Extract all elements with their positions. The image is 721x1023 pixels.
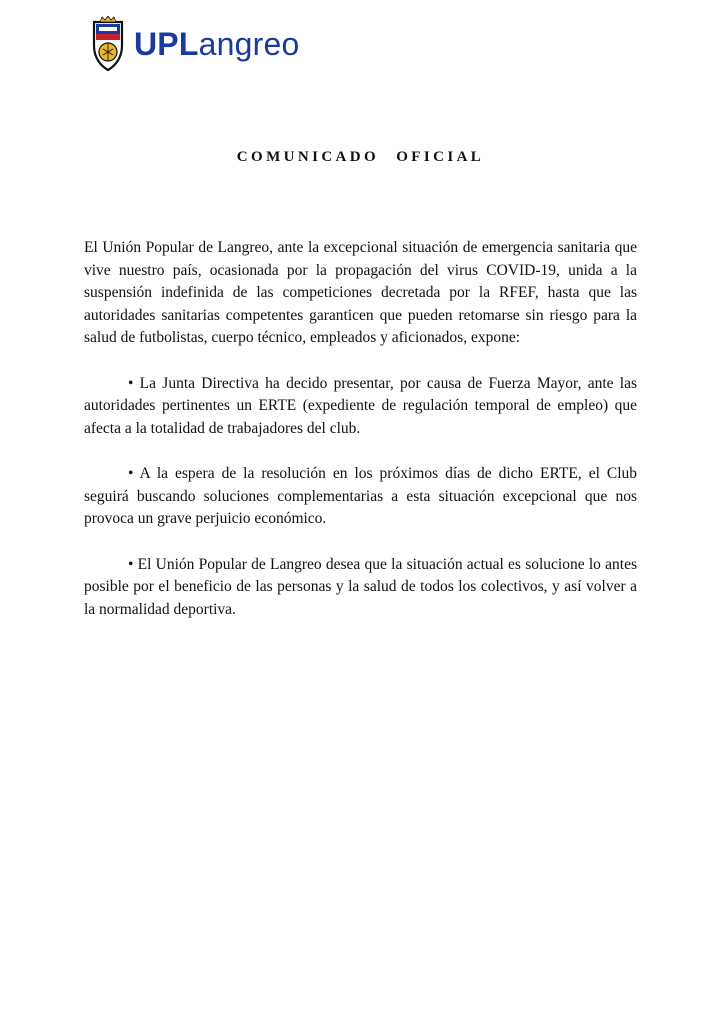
point-paragraph-erte: • La Junta Directiva ha decido presentar, por causa de Fuerza Mayor, ante las autoridades pertinentes un ERTE (expediente de regulación temporal de empleo) que afecta a la totalidad de trabajadores del club. bbox=[84, 374, 637, 437]
document-body bbox=[84, 237, 637, 644]
brand-light: angreo bbox=[198, 26, 300, 62]
club-crest-icon bbox=[90, 16, 126, 72]
point-paragraph-wish: • El Unión Popular de Langreo desea que la situación actual es solucione lo antes posible por el beneficio de las personas y la salud de todos los colectivos, y así volver a la normalidad deportiva. bbox=[84, 555, 637, 618]
club-logo bbox=[90, 14, 299, 74]
point-paragraph-solutions: • A la espera de la resolución en los próximos días de dicho ERTE, el Club seguirá buscando soluciones complementarias a esta situación excepcional que nos provoca un grave perjuicio económico. bbox=[84, 465, 637, 527]
brand-wordmark bbox=[134, 28, 299, 60]
document-title: COMUNICADO OFICIAL bbox=[236, 149, 485, 165]
brand-bold: UPL bbox=[134, 26, 199, 62]
intro-paragraph: El Unión Popular de Langreo, ante la excepcional situación de emergencia sanitaria que vive nuestro país, ocasionada por la propagación del virus COVID-19, unida a la suspensión indefinida de las competiciones decretada por la RFEF, hasta que las autoridades sanitarias competentes garanticen que pueden retomarse sin riesgo para la salud de futbolistas, cuerpo técnico, empleados y aficionados, expone: bbox=[84, 239, 637, 346]
